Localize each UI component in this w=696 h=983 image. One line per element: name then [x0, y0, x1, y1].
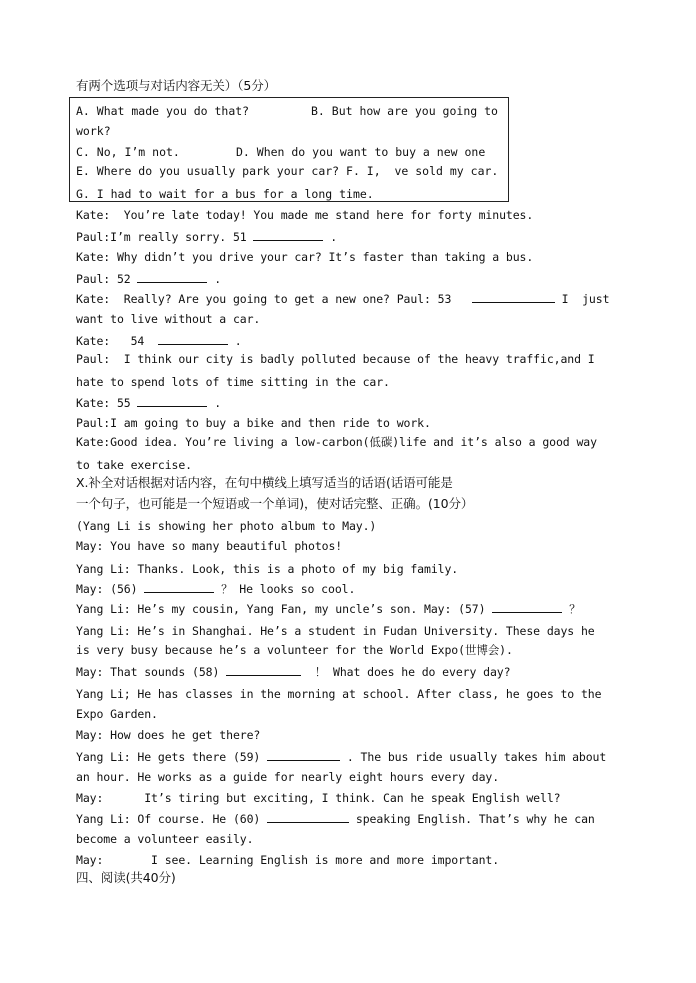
dialogue-line: hate to spend lots of time sitting in the car. [76, 375, 390, 389]
dialogue-line: May: I see. Learning English is more and more important. [76, 853, 500, 867]
dialogue-line: Paul:I am going to buy a bike and then ride to work. [76, 416, 431, 430]
option-c: C. No, I’m not. [76, 145, 180, 159]
option-g: G. I had to wait for a bus for a long time. [76, 187, 374, 201]
answer-blank-59[interactable] [267, 749, 340, 761]
section-x-title-cont: 一个句子，也可能是一个短语或一个单词)，使对话完整、正确。(10分） [76, 496, 474, 511]
dialogue-line: Expo Garden. [76, 707, 158, 721]
dialogue-line: May: It’s tiring but exciting, I think. Can he speak English well? [76, 791, 561, 805]
dialogue-line: Kate: Really? Are you going to get a new one? Paul: 53 I just [76, 292, 610, 306]
dialogue-line: is very busy because he’s a volunteer for the World Expo(世博会). [76, 643, 513, 657]
answer-blank-51[interactable] [253, 229, 323, 241]
instruction-tail: 有两个选项与对话内容无关）（5分） [76, 78, 277, 93]
dialogue-line: Yang Li; He has classes in the morning at school. After class, he goes to the [76, 687, 602, 701]
answer-blank-56[interactable] [144, 581, 214, 593]
dialogue-line: Kate: 55 . [76, 396, 222, 410]
option-e-f: E. Where do you usually park your car? F. I, ve sold my car. [76, 164, 499, 178]
dialogue-line: become a volunteer easily. [76, 832, 254, 846]
dialogue-line: Yang Li: He’s in Shanghai. He’s a student in Fudan University. These days he [76, 624, 595, 638]
answer-blank-52[interactable] [137, 271, 207, 283]
dialogue-line: (Yang Li is showing her photo album to May.) [76, 519, 377, 533]
dialogue-line: Paul: 52 . [76, 272, 222, 286]
answer-blank-57[interactable] [492, 601, 562, 613]
option-d: D. When do you want to buy a new one [236, 145, 486, 159]
dialogue-line: May: That sounds (58) ！ What does he do every day? [76, 665, 511, 679]
dialogue-line: Yang Li: Of course. He (60) speaking English. That’s why he can [76, 812, 595, 826]
dialogue-line: an hour. He works as a guide for nearly eight hours every day. [76, 770, 500, 784]
option-a: A. What made you do that? [76, 104, 250, 118]
answer-blank-60[interactable] [267, 811, 349, 823]
section-x-title: X.补全对话根据对话内容，在句中横线上填写适当的话语(话语可能是 [76, 475, 453, 490]
dialogue-line: Yang Li: He gets there (59) . The bus ride usually takes him about [76, 750, 607, 764]
option-b-cont: work? [76, 124, 111, 138]
answer-blank-58[interactable] [226, 664, 301, 676]
dialogue-line: Kate:Good idea. You’re living a low-carbon(低碳)life and it’s also a good way [76, 435, 597, 449]
dialogue-line: Yang Li: He’s my cousin, Yang Fan, my uncle’s son. May: (57) ？ [76, 602, 581, 616]
answer-blank-54[interactable] [158, 333, 228, 345]
dialogue-line: May: You have so many beautiful photos! [76, 539, 343, 553]
dialogue-line: Kate: Why didn’t you drive your car? It’s faster than taking a bus. [76, 250, 534, 264]
dialogue-line: want to live without a car. [76, 312, 261, 326]
section-4-heading: 四、阅读(共40分) [76, 870, 176, 885]
dialogue-line: May: (56) ？ He looks so cool. [76, 582, 356, 596]
dialogue-line: Kate: You’re late today! You made me stand here for forty minutes. [76, 208, 534, 222]
dialogue-line: Paul: I think our city is badly polluted because of the heavy traffic,and I [76, 352, 595, 366]
dialogue-line: to take exercise. [76, 458, 193, 472]
answer-blank-53[interactable] [472, 291, 555, 303]
option-b: B. But how are you going to [311, 104, 498, 118]
answer-blank-55[interactable] [137, 395, 207, 407]
dialogue-line: Yang Li: Thanks. Look, this is a photo of my big family. [76, 562, 459, 576]
dialogue-line: Paul:I’m really sorry. 51 . [76, 230, 338, 244]
dialogue-line: Kate: 54 . [76, 334, 242, 348]
dialogue-line: May: How does he get there? [76, 728, 261, 742]
